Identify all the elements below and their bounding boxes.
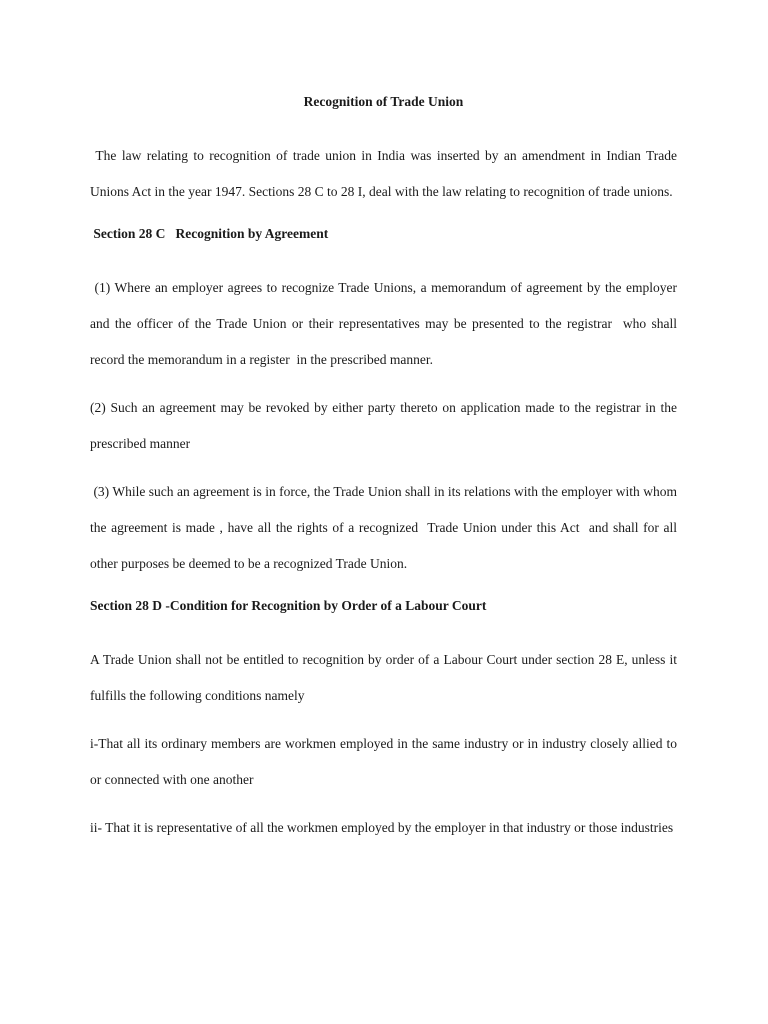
page-title: Recognition of Trade Union: [303, 94, 464, 109]
document-body: [90, 90, 681, 858]
section-28d-heading: Section 28 D -Condition for Recognition by Order of a Labour Court: [90, 598, 487, 613]
section-28d-condition-i: i-That all its ordinary members are workmen employed in the same industry or in industry closely allied to or connected with one another: [90, 736, 681, 787]
section-28c-clause-2: (2) Such an agreement may be revoked by either party thereto on application made to the registrar in the prescribed manner: [90, 400, 681, 451]
section-28d-intro: A Trade Union shall not be entitled to recognition by order of a Labour Court under section 28 E, unless it fulfills the following conditions namely: [90, 652, 681, 703]
section-28d-condition-ii: ii- That it is representative of all the workmen employed by the employer in that industry or those industries: [90, 820, 674, 835]
section-28c-heading: Section 28 C Recognition by Agreement: [90, 226, 329, 241]
intro-paragraph: The law relating to recognition of trade union in India was inserted by an amendment in Indian Trade Unions Act in the year 1947. Sections 28 C to 28 I, deal with the law relating to recognition of trade unions.: [90, 148, 681, 199]
section-28c-clause-3: (3) While such an agreement is in force, the Trade Union shall in its relations with the employer with whom the agreement is made , have all the rights of a recognized Trade Union under this Act and shall for all other purposes be deemed to be a recognized Trade Union.: [90, 484, 681, 571]
section-28c-clause-1: (1) Where an employer agrees to recognize Trade Unions, a memorandum of agreement by the employer and the officer of the Trade Union or their representatives may be presented to the registrar who shall record the memorandum in a register in the prescribed manner.: [90, 280, 681, 367]
